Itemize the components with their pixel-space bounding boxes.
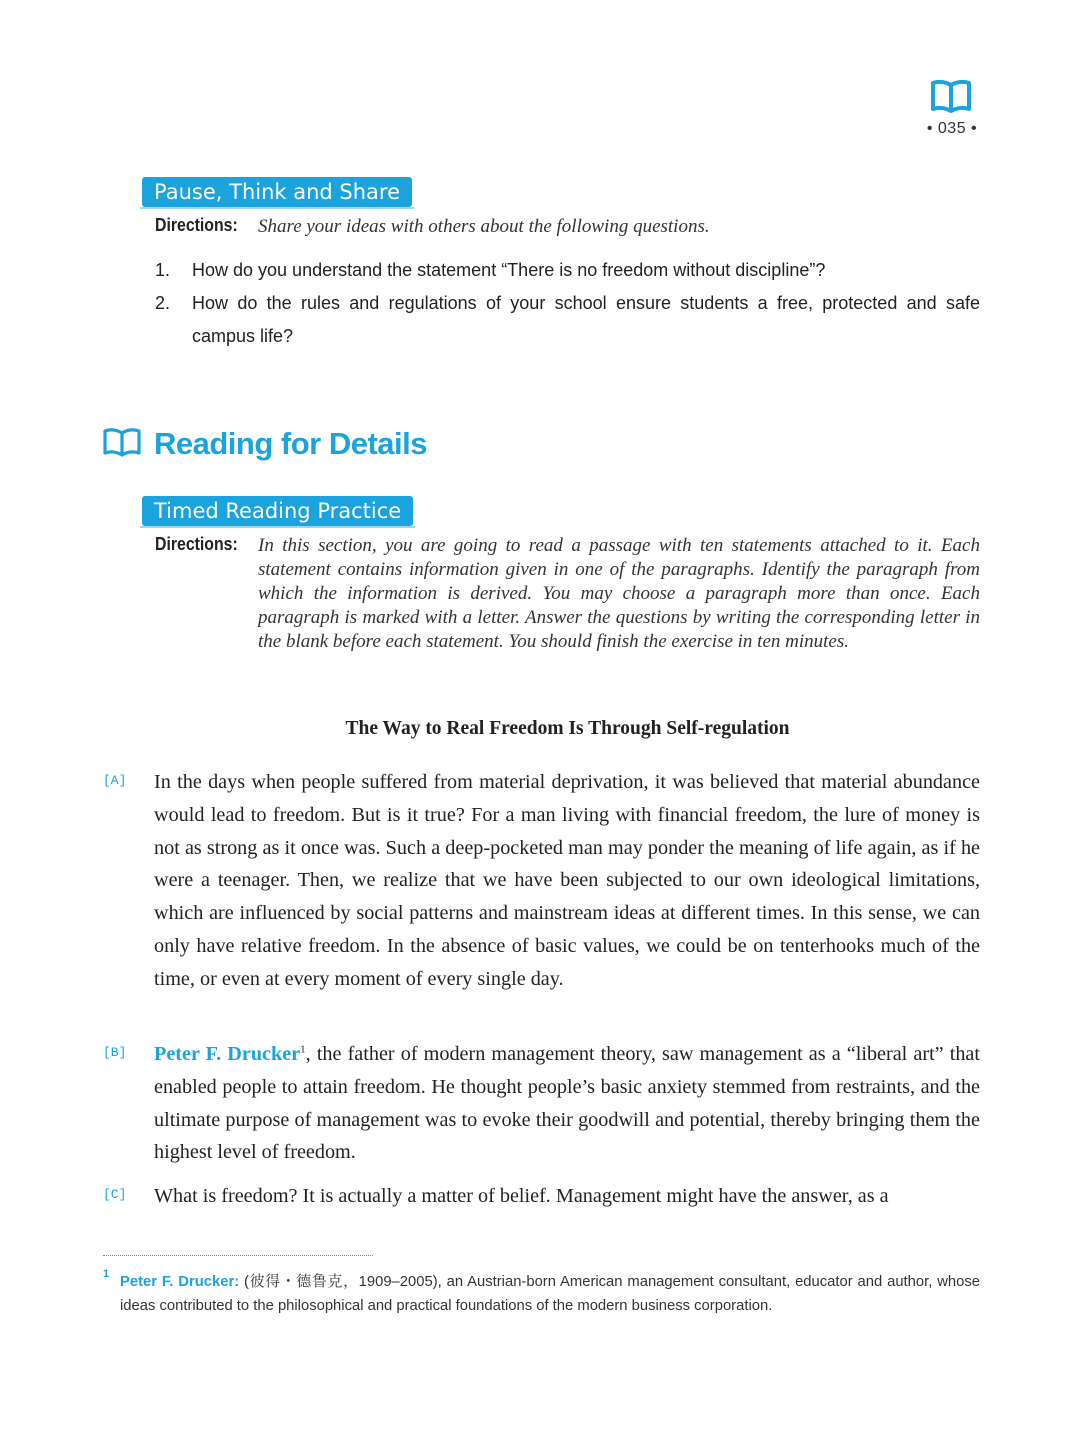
question-text: How do you understand the statement “There is no freedom without discipline”? bbox=[192, 260, 826, 280]
reading-directions bbox=[155, 534, 980, 682]
question-item bbox=[155, 287, 980, 353]
paragraph-text: What is freedom? It is actually a matter of belief. Management might have the answer, as a bbox=[154, 1185, 889, 1207]
paragraph-letter: [C] bbox=[103, 1187, 127, 1202]
paragraph-body: , the father of modern management theory, saw management as a “liberal art” that enabled people to attain freedom. He thought people’s basic anxiety stemmed from restraints, and the ultimate purpose of management was to evoke their goodwill and potential, thereby bringing them the highest level of freedom. bbox=[154, 1043, 981, 1164]
footnote-ref[interactable]: 1 bbox=[300, 1043, 306, 1056]
pause-think-share-label: Pause, Think and Share bbox=[142, 177, 412, 207]
directions-label: Directions: bbox=[155, 534, 238, 554]
footnote-body: (彼得・德鲁克，1909–2005), an Austrian-born American management consultant, educator and author, whose ideas contributed to the philosophical and practical foundations of the modern business corporation. bbox=[120, 1274, 981, 1314]
page-number: • 035 • bbox=[926, 120, 978, 137]
question-number: 2. bbox=[155, 293, 171, 313]
paragraph-a bbox=[103, 766, 980, 1030]
footnote-divider bbox=[103, 1255, 373, 1256]
pause-directions bbox=[155, 215, 980, 241]
question-item bbox=[155, 254, 980, 287]
question-number: 1. bbox=[155, 260, 171, 280]
paragraph-c bbox=[103, 1180, 980, 1214]
directions-text: In this section, you are going to read a passage with ten statements attached to it. Each statement contains information given in one of the paragraphs. Identify the paragraph from which the information is derived. You may choose a paragraph more than once. Each paragraph is marked with a letter. Answer the questions by writing the corresponding letter in the blank before each statement. You should finish the exercise in ten minutes. bbox=[258, 535, 980, 652]
question-text: How do the rules and regulations of your school ensure students a free, protected and safe campus life? bbox=[192, 293, 980, 346]
directions-text: Share your ideas with others about the following questions. bbox=[258, 216, 710, 237]
glossary-term[interactable]: Peter F. Drucker bbox=[154, 1043, 301, 1065]
footnote bbox=[103, 1270, 980, 1320]
paragraph-letter: [A] bbox=[103, 773, 127, 788]
footnote-mark: 1 bbox=[103, 1268, 110, 1280]
paragraph-b bbox=[103, 1038, 980, 1170]
footnote-term: Peter F. Drucker: bbox=[120, 1274, 240, 1290]
open-book-icon bbox=[930, 78, 972, 114]
passage-title: The Way to Real Freedom Is Through Self-regulation bbox=[345, 718, 790, 739]
paragraph-letter: [B] bbox=[103, 1045, 127, 1060]
open-book-icon bbox=[103, 428, 141, 458]
paragraph-text: In the days when people suffered from material deprivation, it was believed that material abundance would lead to freedom. But is it true? For a man living with financial freedom, the lure of money is not as strong as it once was. Such a deep-pocketed man may ponder the meaning of life again, as if he were a teenager. Then, we realize that we have been subjected to our own ideological limitations, which are influenced by social patterns and mainstream ideas at different times. In this sense, we can only have relative freedom. In the absence of basic values, we could be on tenterhooks much of the time, or even at every moment of every single day. bbox=[154, 771, 980, 990]
section-title: Reading for Details bbox=[154, 426, 427, 461]
footnote-text bbox=[120, 1270, 980, 1318]
directions-label: Directions: bbox=[155, 215, 238, 235]
paragraph-text bbox=[154, 1038, 980, 1169]
timed-reading-label: Timed Reading Practice bbox=[142, 496, 413, 526]
